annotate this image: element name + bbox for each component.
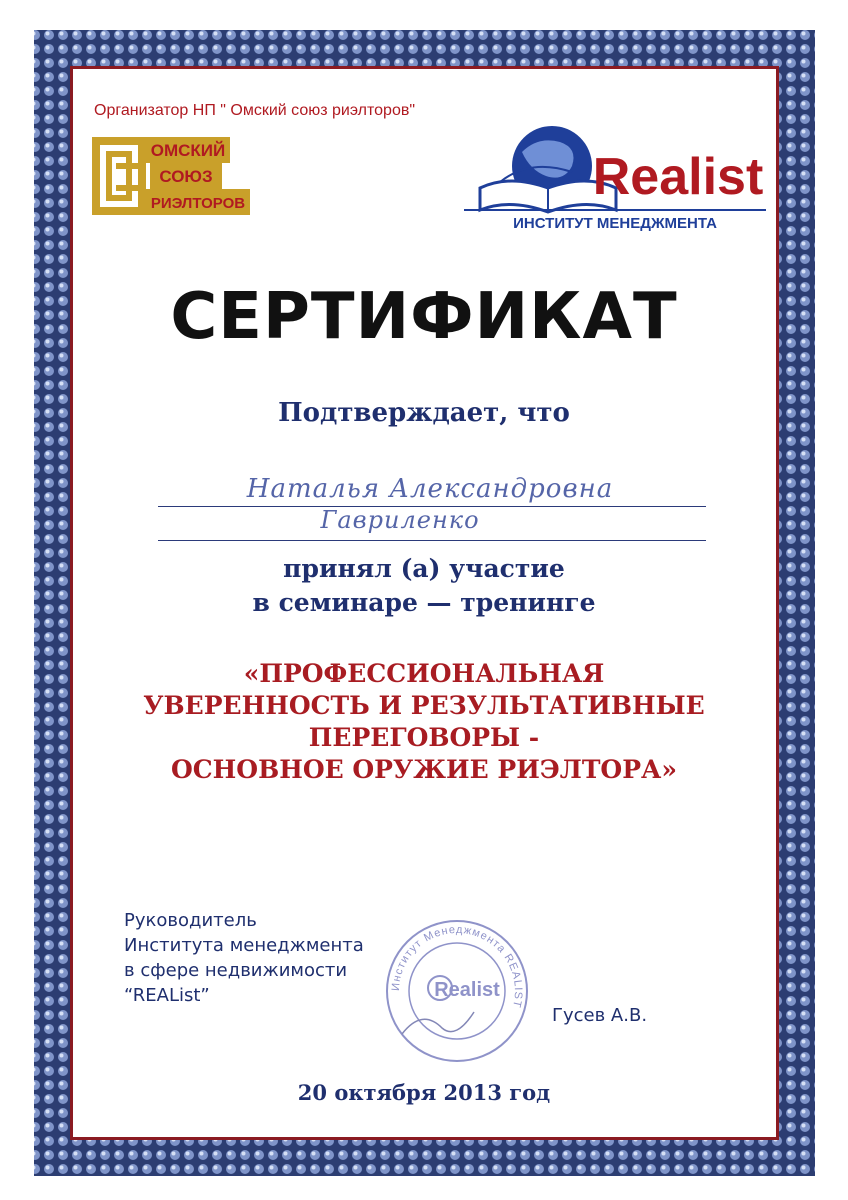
omsk-logo-line1: ОМСКИЙ [150,141,226,160]
seminar-title-line2: УВЕРЕННОСТЬ И РЕЗУЛЬТАТИВНЫЕ [143,691,705,720]
participation-text [0,552,848,620]
participation-line1: принял (а) участие [283,554,565,583]
stamp-brand: Realist [434,979,500,1001]
head-line2: Института менеджмента [124,935,364,956]
issue-date: 20 октября 2013 год [297,1080,551,1105]
confirms-text: Подтверждает, что [278,398,570,428]
recipient-name-line2: Гавриленко [320,506,480,534]
head-line1: Руководитель [124,910,257,931]
head-line3: в сфере недвижимости [124,960,348,981]
realist-brand: Realist [592,148,764,206]
omsk-logo-line3: РИЭЛТОРОВ [150,195,246,212]
seminar-title [0,658,848,786]
realist-logo [460,122,770,234]
omsk-logo-line2: СОЮЗ [159,167,213,186]
seminar-title-line4: ОСНОВНОЕ ОРУЖИЕ РИЭЛТОРА» [171,755,677,784]
official-stamp [382,916,532,1066]
seminar-title-line1: «ПРОФЕССИОНАЛЬНАЯ [243,659,605,688]
organizer-text: Организатор НП " Омский союз риэлторов" [94,102,416,119]
omsk-union-logo [92,133,252,219]
recipient-name-line1: Наталья Александровна [246,474,614,504]
name-underline-2 [158,540,706,541]
head-line4: “REAList” [124,985,210,1006]
seminar-title-line3: ПЕРЕГОВОРЫ - [308,723,540,752]
participation-line2: в семинаре — тренинге [252,588,596,617]
head-position [124,908,364,1008]
signer-name: Гусев А.В. [552,1005,648,1026]
realist-subtitle: ИНСТИТУТ МЕНЕДЖМЕНТА [513,215,717,232]
stamp-ring-text: Институт Менеджмента REALIST [389,923,525,1010]
certificate-title: СЕРТИФИКАТ [170,280,678,354]
